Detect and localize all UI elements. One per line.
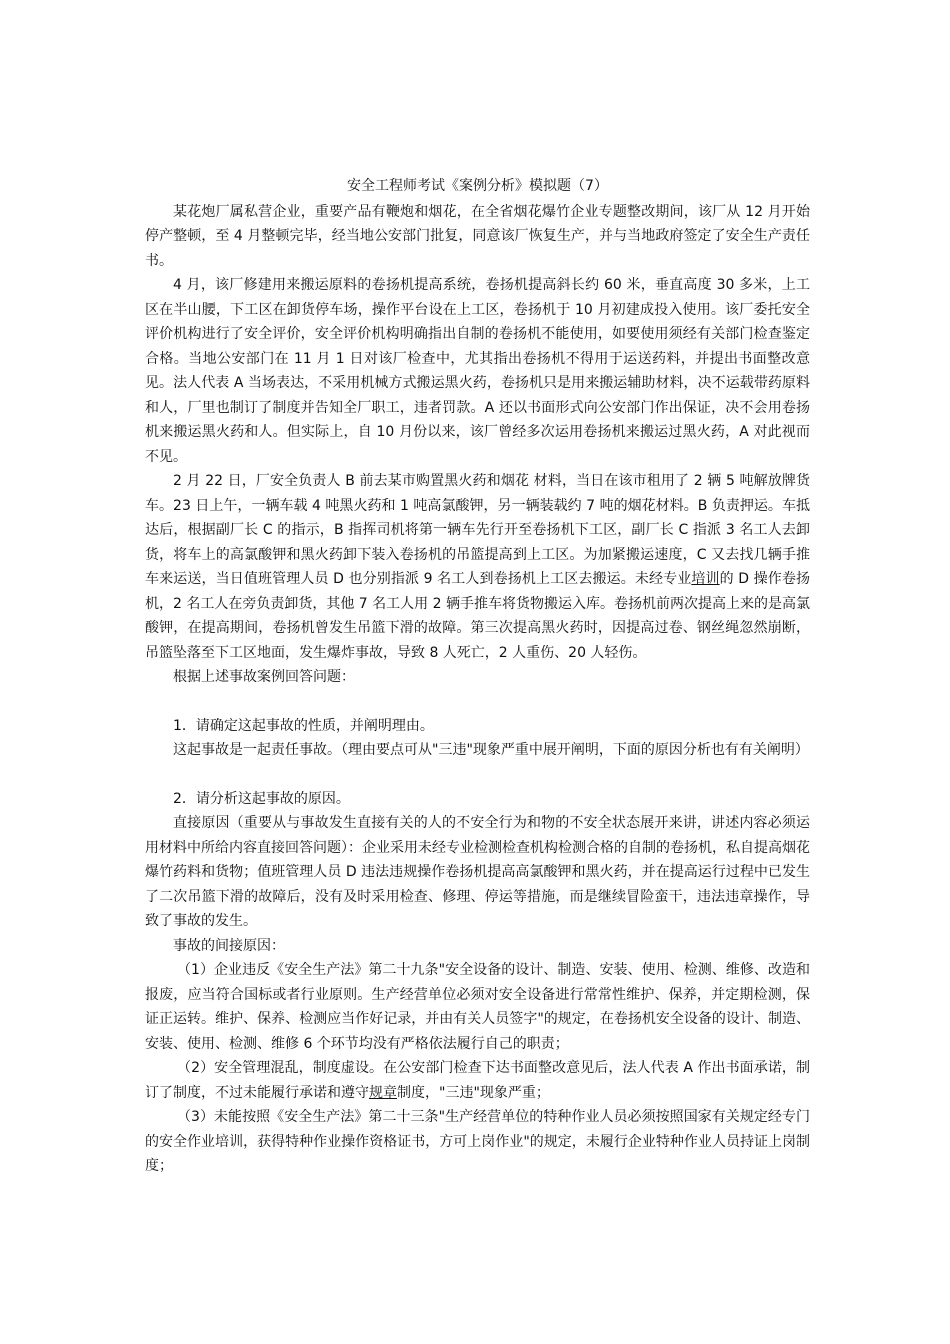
underlined-term: 培训	[691, 571, 720, 587]
paragraph-text: （2）安全管理混乱，制度虚设。在公安部门检查下达书面整改意见后，法人代表 A 作出书面承诺，制订了制度，不过未能履行承诺和遵守	[145, 1060, 810, 1101]
document-title: 安全工程师考试《案例分析》模拟题（7）	[347, 178, 608, 194]
indirect-cause-2	[145, 1056, 810, 1105]
question-1: 1．请确定这起事故的性质，并阐明理由。	[173, 717, 434, 734]
question-2: 2．请分析这起事故的原因。	[173, 790, 350, 807]
indirect-cause-1: （1）企业违反《安全生产法》第二十九条"安全设备的设计、制造、安装、使用、检测、维修、改造和报废，应当符合国标或者行业原则。生产经营单位必须对安全设备进行常常性维护、保养，并定期检测，保证正运转。维护、保养、检测应当作好记录，并由有关人员签字"的规定，在卷扬机安全设备的设计、制造、安装、使用、检测、维修 6 个环节均没有严格依法履行自己的职责；	[145, 962, 810, 1052]
indirect-cause-3: （3）未能按照《安全生产法》第二十三条"生产经营单位的特种作业人员必须按照国家有关规定经专门的安全作业培训，获得特种作业操作资格证书，方可上岗作业"的规定，未履行企业特种作业人员持证上岗制度；	[145, 1109, 810, 1174]
answer-1: 这起事故是一起责任事故。（理由要点可从"三违"现象严重中展开阐明，下面的原因分析也有有关阐明）	[173, 742, 809, 758]
indirect-cause-heading: 事故的间接原因：	[173, 937, 285, 954]
spacer	[145, 763, 810, 787]
paragraph-text: 制度，"三违"现象严重；	[397, 1084, 550, 1101]
spacer	[145, 690, 810, 714]
paragraph-text: 2 月 22 日，厂安全负责人 B 前去某市购置黑火药和烟花 材料，当日在该市租用了 2 辆 5 吨解放牌货车。23 日上午，一辆车载 4 吨黑火药和 1 吨高氯酸钾，另一辆装载约 7 吨的烟花材料。B 负责押运。车抵达后，根据副厂长 C 的指示，B 指挥司机将第一辆车先行开至卷扬机下工区，副厂长 C 指派 3 名工人去卸货，将车上的高氯酸钾和黑火药卸下装入卷扬机的吊篮提高到上工区。为加紧搬运速度，C 又去找几辆手推车来运送，当日值班管理人员 D 也分别指派 9 名工人到卷扬机上工区去搬运。未经专业	[145, 473, 810, 587]
document-page	[145, 174, 810, 1179]
paragraph-hoist-system: 4 月，该厂修建用来搬运原料的卷扬机提高系统，卷扬机提高斜长约 60 米，垂直高度 30 多米，上工区在半山腰，下工区在卸货停车场，操作平台设在上工区，卷扬机于 10 月初建成投入使用。该厂委托安全评价机构进行了安全评价，安全评价机构明确指出自制的卷扬机不能使用，如要使用须经有关部门检查鉴定合格。当地公安部门在 11 月 1 日对该厂检查中，尤其指出卷扬机不得用于运送药料，并提出书面整改意见。法人代表 A 当场表达，不采用机械方式搬运黑火药，卷扬机只是用来搬运辅助材料，决不运载带药原料和人，厂里也制订了制度并告知全厂职工，违者罚款。A 还以书面形式向公安部门作出保证，决不会用卷扬机来搬运黑火药和人。但实际上，自 10 月份以来，该厂曾经多次运用卷扬机来搬运过黑火药，A 对此视而不见。	[145, 277, 810, 465]
paragraph-prompt: 根据上述事故案例回答问题：	[173, 669, 355, 685]
paragraph-background: 某花炮厂属私营企业，重要产品有鞭炮和烟花，在全省烟花爆竹企业专题整改期间，该厂从 12 月开始停产整顿，至 4 月整顿完毕，经当地公安部门批复，同意该厂恢复生产，并与当地政府签定了安全生产责任书。	[145, 203, 810, 269]
paragraph-text: 的 D 操作卷扬机，2 名工人在旁负责卸货，其他 7 名工人用 2 辆手推车将货物搬运入库。卷扬机前两次提高上来的是高氯酸钾，在提高期间，卷扬机曾发生吊篮下滑的故障。第三次提高黑火药时，因提高过卷、钢丝绳忽然崩断，吊篮坠落至下工区地面，发生爆炸事故，导致 8 人死亡，2 人重伤、20 人轻伤。	[145, 571, 811, 661]
paragraph-accident-process	[145, 469, 810, 665]
underlined-term: 规章	[369, 1084, 397, 1101]
answer-direct-cause: 直接原因（重要从与事故发生直接有关的人的不安全行为和物的不安全状态展开来讲，讲述内容必须运用材料中所给内容直接回答问题）：企业采用未经专业检测检查机构检测合格的自制的卷扬机，私自提高烟花爆竹药料和货物；值班管理人员 D 违法违规操作卷扬机提高高氯酸钾和黑火药，并在提高运行过程中已发生了二次吊篮下滑的故障后，没有及时采用检查、修理、停运等措施，而是继续冒险蛮干，违法违章操作，导致了事故的发生。	[145, 815, 810, 929]
